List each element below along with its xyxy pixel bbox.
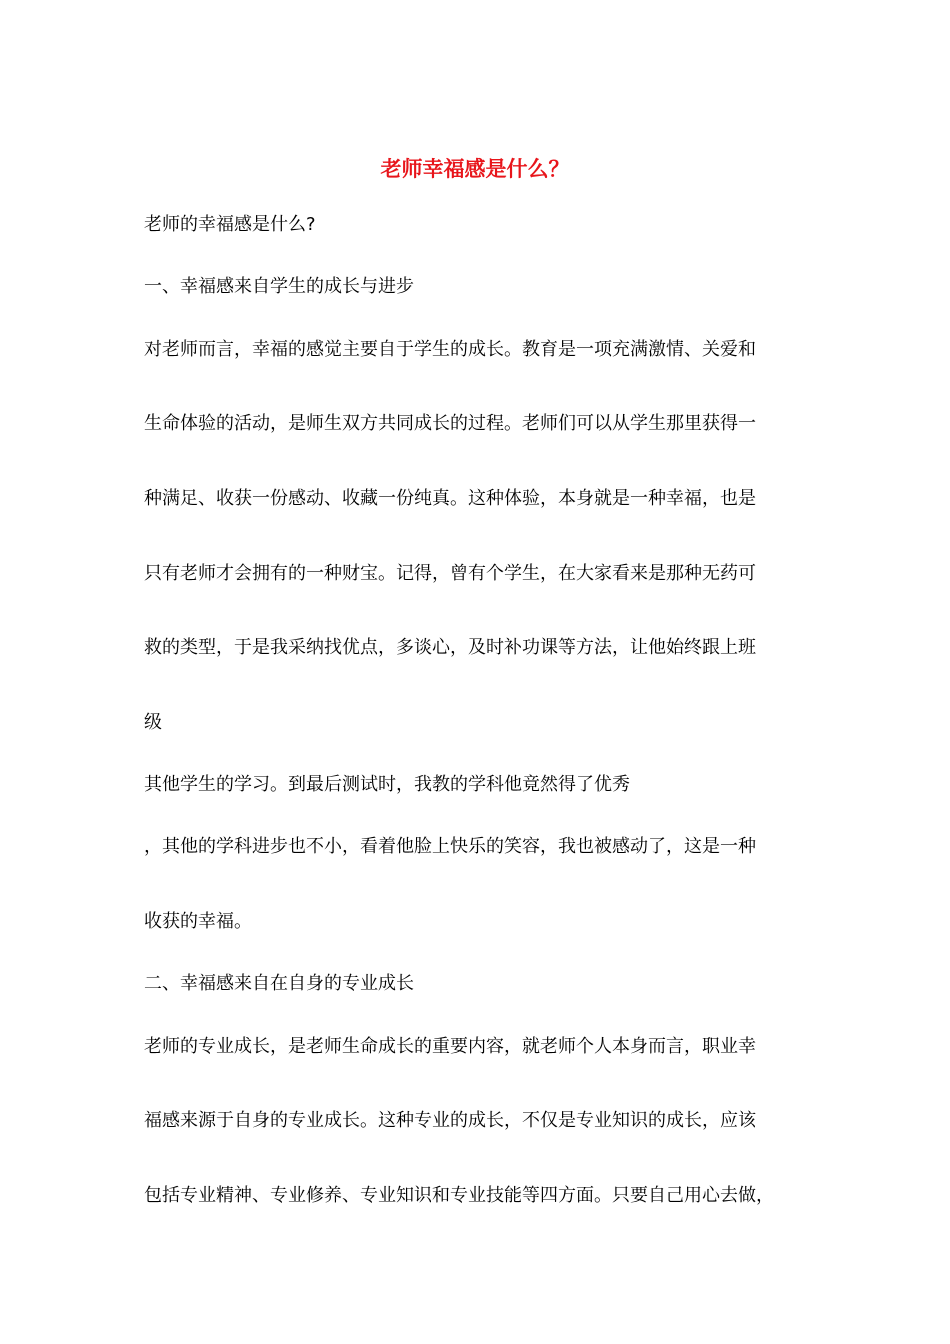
paragraph-line: 其他学生的学习。到最后测试时，我教的学科他竟然得了优秀 — [144, 774, 630, 795]
document-title: 老师幸福感是什么？ — [380, 156, 570, 181]
paragraph-line: 老师的专业成长，是老师生命成长的重要内容，就老师个人本身而言，职业幸 — [144, 1036, 756, 1057]
paragraph-line: 福感来源于自身的专业成长。这种专业的成长，不仅是专业知识的成长，应该 — [144, 1110, 756, 1131]
paragraph-line: 级 — [144, 712, 162, 733]
paragraph-line: ，其他的学科进步也不小，看着他脸上快乐的笑容，我也被感动了，这是一种 — [144, 836, 756, 857]
paragraph-line: 收获的幸福。 — [144, 911, 252, 932]
intro-question: 老师的幸福感是什么? — [144, 214, 316, 235]
paragraph-line: 救的类型，于是我采纳找优点，多谈心，及时补功课等方法，让他始终跟上班 — [144, 637, 756, 658]
section-heading-1: 一、幸福感来自学生的成长与进步 — [144, 276, 414, 297]
section-heading-2: 二、幸福感来自在自身的专业成长 — [144, 973, 414, 994]
paragraph-line: 生命体验的活动，是师生双方共同成长的过程。老师们可以从学生那里获得一 — [144, 413, 756, 434]
paragraph-line: 种满足、收获一份感动、收藏一份纯真。这种体验，本身就是一种幸福，也是 — [144, 488, 756, 509]
paragraph-line: 只有老师才会拥有的一种财宝。记得，曾有个学生，在大家看来是那种无药可 — [144, 563, 756, 584]
paragraph-line: 包括专业精神、专业修养、专业知识和专业技能等四方面。只要自己用心去做， — [144, 1185, 774, 1206]
paragraph-line: 对老师而言，幸福的感觉主要自于学生的成长。教育是一项充满激情、关爱和 — [144, 339, 756, 360]
